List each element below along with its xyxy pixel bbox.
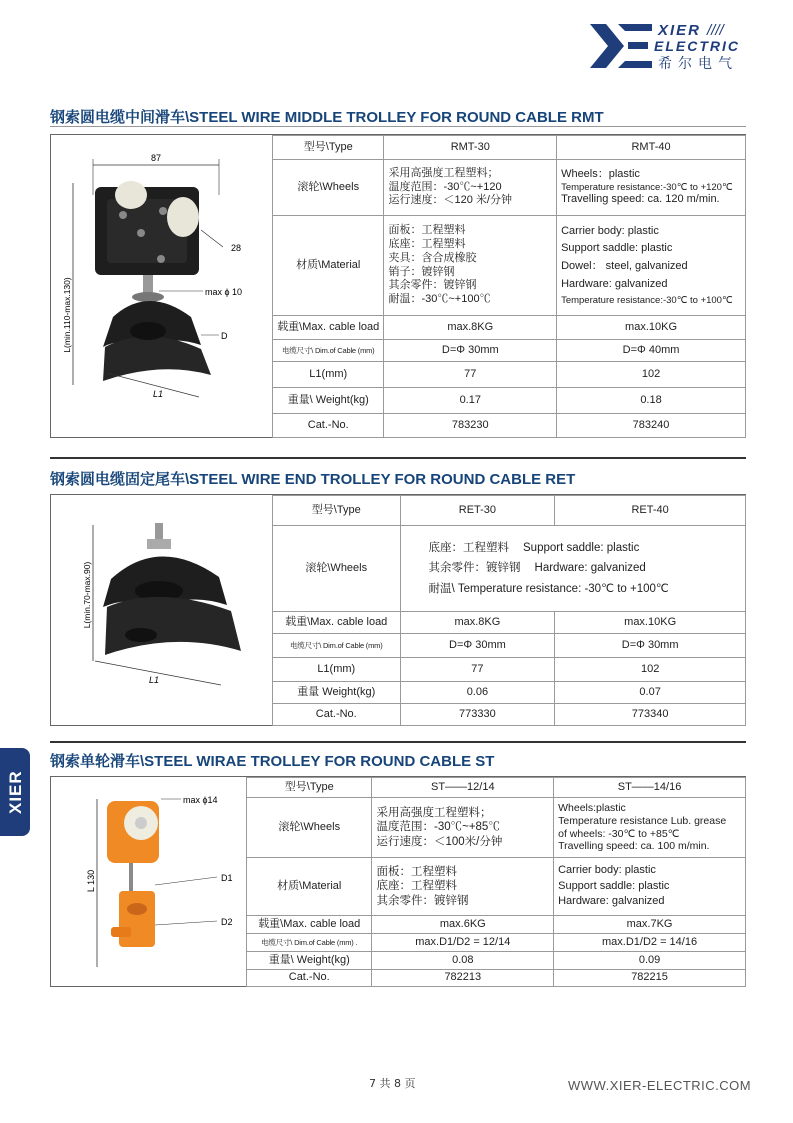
table-row xyxy=(273,496,746,526)
cell-line: Wheels：plastic xyxy=(561,167,640,180)
rmt-label-d: D xyxy=(221,331,228,341)
ret-weight-b: 0.07 xyxy=(555,682,746,704)
cell-line: Temperature resistance:-30℃ to +120℃ xyxy=(561,181,733,193)
st-label-d2: D2 xyxy=(221,917,233,927)
ret-spec-table xyxy=(272,495,746,726)
page-number: 7 共 8 页 xyxy=(369,1077,416,1090)
cell-line: 耐温：-30℃~+100℃ xyxy=(388,293,491,305)
brand-name: XIER //// xyxy=(658,22,724,39)
ret-l1-a: 77 xyxy=(400,658,555,682)
ret-dim-b: D=Φ 30mm xyxy=(555,634,746,658)
table-row xyxy=(247,952,746,970)
ret-load-label: 载重\Max. cable load xyxy=(273,612,401,634)
cell-line: 面板：工程塑料 xyxy=(388,224,466,237)
ret-wheels-line3: 耐温\ Temperature resistance: -30℃ to +100℃ xyxy=(428,582,669,595)
rmt-product-image xyxy=(51,135,272,437)
rmt-wheels-a xyxy=(384,160,557,216)
cell-line: Temperature resistance Lub. grease xyxy=(558,814,727,827)
st-dim-a: max.D1/D2 = 12/14 xyxy=(372,934,554,952)
rmt-load-b: max.10KG xyxy=(557,316,746,340)
ret-load-a: max.8KG xyxy=(400,612,555,634)
rmt-material-b xyxy=(557,216,746,316)
cell-line: Travelling speed: ca. 120 m/min. xyxy=(561,193,720,206)
cell-line: 运行速度：＜100米/分钟 xyxy=(376,835,503,848)
ret-section-title: 钢索圆电缆固定尾车\STEEL WIRE END TROLLEY FOR ROUND CABLE RET xyxy=(50,471,576,488)
rmt-type-b: RMT-40 xyxy=(557,136,746,160)
st-weight-a: 0.08 xyxy=(372,952,554,970)
ret-wheels-line2-en: Hardware: galvanized xyxy=(534,562,646,575)
rmt-dim-top: 87 xyxy=(150,153,162,163)
st-dim-label: 电缆尺寸\ Dim.of Cable (mm) . xyxy=(247,934,372,952)
cell-line: 运行速度：＜120 米/分钟 xyxy=(388,194,512,207)
st-type-b: ST——14/16 xyxy=(554,778,746,798)
rmt-label-l1: L1 xyxy=(153,389,164,399)
rmt-wheels-b xyxy=(557,160,746,216)
ret-spec-box xyxy=(50,494,746,726)
table-row xyxy=(273,136,746,160)
ret-wheels-line1-en: Support saddle: plastic xyxy=(523,542,640,555)
st-load-a: max.6KG xyxy=(372,916,554,934)
st-dim-vertical: L 130 xyxy=(86,869,96,893)
st-wheels-a xyxy=(372,798,554,858)
brand-subtitle: ELECTRIC xyxy=(654,38,740,54)
table-row xyxy=(273,634,746,658)
cell-line xyxy=(429,558,741,578)
st-type-label: 型号\Type xyxy=(247,778,372,798)
cell-line: Temperature resistance:-30℃ to +100℃ xyxy=(561,295,733,307)
rmt-section-title: 钢索圆电缆中间滑车\STEEL WIRE MIDDLE TROLLEY FOR ROUND CABLE RMT xyxy=(50,109,604,126)
section-divider xyxy=(50,457,746,459)
ret-cat-b: 773340 xyxy=(555,704,746,726)
ret-dim-label: 电缆尺寸\ Dim.of Cable (mm) xyxy=(273,634,401,658)
rmt-l1-label: L1(mm) xyxy=(273,362,384,388)
brand-slashes: //// xyxy=(707,22,724,39)
cell-line: 面板：工程塑料 xyxy=(376,865,457,878)
st-label-d1: D1 xyxy=(221,873,233,883)
cell-line: 采用高强度工程塑料； xyxy=(388,166,499,179)
table-row xyxy=(273,414,746,438)
ret-type-label: 型号\Type xyxy=(273,496,401,526)
st-product-image xyxy=(51,777,246,986)
cell-line: 底座：工程塑料 xyxy=(376,880,457,893)
rmt-load-label: 载重\Max. cable load xyxy=(273,316,384,340)
cell-line: 温度范围：-30℃~+120 xyxy=(388,180,502,193)
rmt-weight-a: 0.17 xyxy=(384,388,557,414)
table-row xyxy=(273,316,746,340)
st-spec-box xyxy=(50,776,746,987)
ret-wheels-line2-cn: 其余零件：镀锌钢 xyxy=(428,562,521,575)
table-row xyxy=(247,916,746,934)
ret-dim-a: D=Φ 30mm xyxy=(400,634,555,658)
st-type-a: ST——12/14 xyxy=(372,778,554,798)
table-row xyxy=(273,388,746,414)
section-divider xyxy=(50,741,746,743)
ret-label-l1: L1 xyxy=(149,675,160,685)
st-cat-label: Cat.-No. xyxy=(247,970,372,987)
table-row xyxy=(273,682,746,704)
brand-logo xyxy=(588,20,763,72)
table-row xyxy=(247,798,746,858)
rmt-type-label: 型号\Type xyxy=(273,136,384,160)
st-dim-bolt: max ϕ14 xyxy=(183,795,218,805)
table-row xyxy=(273,362,746,388)
cell-line: Support saddle: plastic xyxy=(561,242,673,255)
website-link[interactable]: WWW.XIER-ELECTRIC.COM xyxy=(568,1078,752,1093)
cell-line: Carrier body: plastic xyxy=(561,224,659,237)
cell-line: Dowel： steel, galvanized xyxy=(561,259,688,272)
rmt-spec-table xyxy=(272,135,746,438)
ret-product-image xyxy=(51,495,272,725)
rmt-weight-label: 重量\ Weight(kg) xyxy=(273,388,384,414)
rmt-l1-a: 77 xyxy=(384,362,557,388)
table-row xyxy=(273,612,746,634)
rmt-l1-b: 102 xyxy=(557,362,746,388)
rmt-cat-a: 783230 xyxy=(384,414,557,438)
cell-line: 其余零件：镀锌钢 xyxy=(376,894,469,907)
st-section-title: 钢索单轮滑车\STEEL WIRAE TROLLEY FOR ROUND CABLE ST xyxy=(50,753,495,770)
st-wheels-b xyxy=(554,798,746,858)
table-row xyxy=(273,526,746,612)
ret-cat-label: Cat.-No. xyxy=(273,704,401,726)
ret-type-a: RET-30 xyxy=(400,496,555,526)
table-row xyxy=(247,970,746,987)
st-load-label: 载重\Max. cable load xyxy=(247,916,372,934)
rmt-dim-a: D=Φ 30mm xyxy=(384,340,557,362)
ret-wheels-value xyxy=(400,526,745,612)
ret-cat-a: 773330 xyxy=(400,704,555,726)
rmt-cat-label: Cat.-No. xyxy=(273,414,384,438)
cell-line: 夹具：含合成橡胶 xyxy=(388,251,477,264)
cell-line: Support saddle: plastic xyxy=(558,879,670,892)
st-dim-b: max.D1/D2 = 14/16 xyxy=(554,934,746,952)
rmt-weight-b: 0.18 xyxy=(557,388,746,414)
ret-wheels-line1-cn: 底座：工程塑料 xyxy=(428,542,510,555)
cell-line: Carrier body: plastic xyxy=(558,864,656,877)
rmt-spec-box xyxy=(50,134,746,438)
st-weight-b: 0.09 xyxy=(554,952,746,970)
rmt-wheels-label: 滚轮\Wheels xyxy=(273,160,384,216)
cell-line: Hardware: galvanized xyxy=(561,277,668,290)
table-row xyxy=(273,340,746,362)
ret-type-b: RET-40 xyxy=(555,496,746,526)
cell-line: Wheels:plastic xyxy=(558,802,626,815)
side-tab-label: XIER xyxy=(6,770,25,814)
ret-l1-b: 102 xyxy=(555,658,746,682)
rmt-load-a: max.8KG xyxy=(384,316,557,340)
table-row xyxy=(273,658,746,682)
ret-l1-label: L1(mm) xyxy=(273,658,401,682)
rmt-material-a xyxy=(384,216,557,316)
st-material-label: 材质\Material xyxy=(247,858,372,916)
cell-line: 销子：镀锌钢 xyxy=(388,265,455,278)
rmt-type-a: RMT-30 xyxy=(384,136,557,160)
st-cat-b: 782215 xyxy=(554,970,746,987)
cell-line: 温度范围：-30℃~+85℃ xyxy=(376,821,500,834)
rmt-cat-b: 783240 xyxy=(557,414,746,438)
ret-dim-vertical: L(min.70-max.90) xyxy=(82,561,92,629)
st-material-b xyxy=(554,858,746,916)
st-material-a xyxy=(372,858,554,916)
st-wheels-label: 滚轮\Wheels xyxy=(247,798,372,858)
brand-chinese-name: 希尔电气 xyxy=(658,56,738,72)
cell-line xyxy=(429,538,741,558)
st-weight-label: 重量\ Weight(kg) xyxy=(247,952,372,970)
xier-x-logo-icon xyxy=(588,20,654,72)
brand-side-tab xyxy=(0,748,30,836)
cell-line: Travelling speed: ca. 100 m/min. xyxy=(558,840,710,853)
rmt-dim-bolt: max ϕ 10 xyxy=(205,287,243,297)
ret-wheels-label: 滚轮\Wheels xyxy=(273,526,401,612)
table-row xyxy=(247,858,746,916)
rmt-title-divider xyxy=(50,126,746,127)
table-row xyxy=(247,934,746,952)
table-row xyxy=(273,216,746,316)
rmt-material-label: 材质\Material xyxy=(273,216,384,316)
cell-line: 底座：工程塑料 xyxy=(388,238,466,250)
cell-line: 其余零件：镀锌钢 xyxy=(388,279,477,292)
cell-line: 采用高强度工程塑料； xyxy=(376,806,492,819)
cell-line: Hardware: galvanized xyxy=(558,895,665,908)
st-cat-a: 782213 xyxy=(372,970,554,987)
rmt-dim-side: 28 xyxy=(231,243,242,253)
table-row xyxy=(247,778,746,798)
table-row xyxy=(273,160,746,216)
ret-weight-a: 0.06 xyxy=(400,682,555,704)
rmt-dim-b: D=Φ 40mm xyxy=(557,340,746,362)
cell-line: of wheels: -30℃ to +85℃ xyxy=(558,827,680,840)
rmt-dim-label: 电缆尺寸\ Dim.of Cable (mm) xyxy=(273,340,384,362)
table-row xyxy=(273,704,746,726)
rmt-dim-vertical: L(min.110-max.130) xyxy=(62,277,72,353)
st-load-b: max.7KG xyxy=(554,916,746,934)
st-spec-table xyxy=(246,777,746,987)
ret-load-b: max.10KG xyxy=(555,612,746,634)
ret-weight-label: 重量 Weight(kg) xyxy=(273,682,401,704)
